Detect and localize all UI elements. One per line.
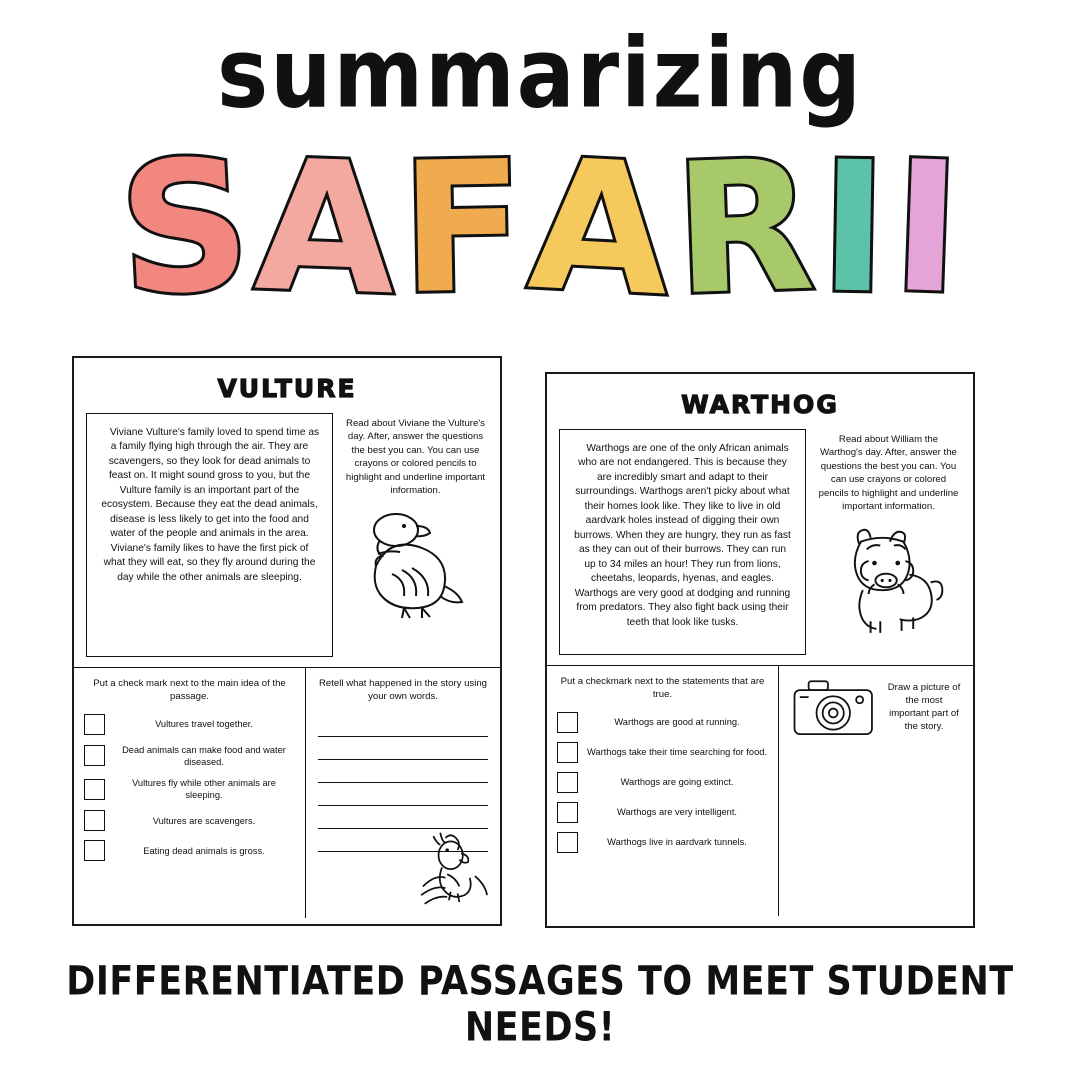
directions-column-warthog (806, 429, 961, 655)
directions-column-vulture (333, 413, 488, 657)
choice-label: Dead animals can make food and water diseased. (122, 744, 286, 767)
worksheet-bottom-vulture (74, 668, 500, 918)
choice-label: Warthogs are going extinct. (620, 777, 734, 788)
vulture-illustration (343, 508, 488, 623)
list-item[interactable] (557, 832, 768, 853)
passage-text-vulture: Viviane Vulture's family loved to spend time as a family flying high through the air. They are scavengers, so they look for dead animals to feast on. It might sound gross to you, but the Vulture family is an important part of the ecosystem. Because they eat the dead animals, disease is less likely to get into the food and water of the people and animals in the area. Viviane's family likes to have the first pick of what they will eat, so they fly around during the day while the other animals are sleeping. (101, 427, 320, 583)
safari-letter-2: A (252, 121, 399, 336)
choice-label: Vultures fly while other animals are sleeping. (132, 778, 276, 801)
worksheet-title-vulture: VULTURE (217, 374, 357, 403)
checkbox[interactable] (84, 810, 105, 831)
retell-panel-vulture (306, 668, 500, 918)
safari-letter-7: I (889, 122, 964, 335)
choice-label: Warthogs take their time searching for food. (587, 747, 767, 758)
worksheet-title-warthog: WARTHOG (681, 390, 839, 419)
checkbox[interactable] (557, 712, 578, 733)
directions-text-warthog: Read about William the Warthog's day. After, answer the questions the best you can. You can use crayons or colored pencils to highlight and underline important information. (818, 434, 959, 513)
safari-letter-3: F (399, 122, 526, 335)
camera-illustration (791, 676, 879, 747)
list-item[interactable] (84, 810, 295, 831)
list-item[interactable] (557, 742, 768, 763)
draw-instruction-warthog: Draw a picture of the most important part of the story. (887, 682, 961, 732)
directions-text-vulture: Read about Viviane the Vulture's day. After, answer the questions the best you can. You can use crayons or colored pencils to highlight and underline important information. (345, 418, 486, 497)
draw-panel-warthog[interactable] (779, 666, 973, 916)
passage-text-warthog: Warthogs are one of the only African animals who are not endangered. This is because they are incredibly smart and adapt to their surroundings. Warthogs aren't picky about what their homes look like. They like to live in old aardvark holes instead of digging their own burrows. When they are hungry, they run as fast as they can out of their burrows. They can run up to 34 miles an hour! They run from lions, cheetahs, leopards, hyenas, and eagles. Warthogs are very good at dodging and running from predators. They also fight back using their teeth that look like tusks. (574, 443, 791, 628)
checklist-panel-warthog (547, 666, 779, 916)
page-title-script: summarizing (217, 18, 863, 131)
footer-tagline: DIFFERENTIATED PASSAGES TO MEET STUDENT NEEDS! (66, 959, 1014, 1051)
list-item[interactable] (557, 802, 768, 823)
worksheet-warthog (545, 372, 975, 928)
warthog-illustration (816, 524, 961, 636)
choice-label: Warthogs live in aardvark tunnels. (607, 837, 747, 848)
retell-instruction-vulture: Retell what happened in the story using your own words. (319, 678, 487, 702)
checkbox[interactable] (84, 714, 105, 735)
writing-line[interactable] (318, 760, 488, 783)
checkbox[interactable] (84, 745, 105, 766)
list-item[interactable] (84, 744, 295, 768)
checkbox[interactable] (557, 802, 578, 823)
checkbox[interactable] (84, 779, 105, 800)
checklist-panel-vulture (74, 668, 306, 918)
choice-label: Warthogs are good at running. (614, 717, 740, 728)
safari-letter-5: R (671, 121, 818, 336)
list-item[interactable] (84, 714, 295, 735)
choice-label: Vultures travel together. (155, 719, 253, 730)
worksheet-top-vulture (74, 409, 500, 667)
safari-letter-1: S (114, 120, 256, 337)
checkbox[interactable] (557, 832, 578, 853)
choice-label: Vultures are scavengers. (152, 815, 256, 826)
writing-line[interactable] (318, 783, 488, 806)
safari-letter-6: I (818, 123, 889, 334)
writing-line[interactable] (318, 714, 488, 737)
list-item[interactable] (557, 712, 768, 733)
parrot-illustration (416, 831, 494, 914)
title-block (0, 18, 1080, 337)
passage-box-vulture (86, 413, 333, 657)
passage-box-warthog (559, 429, 806, 655)
checklist-instruction-warthog: Put a checkmark next to the statements that are true. (560, 676, 765, 700)
checkbox[interactable] (557, 742, 578, 763)
checklist-instruction-vulture: Put a check mark next to the main idea of the passage. (93, 678, 286, 702)
checkbox[interactable] (557, 772, 578, 793)
list-item[interactable] (84, 840, 295, 861)
worksheet-top-warthog (547, 425, 973, 665)
choice-label: Eating dead animals is gross. (143, 845, 265, 856)
choice-label: Warthogs are very intelligent. (616, 807, 738, 818)
worksheet-bottom-warthog (547, 666, 973, 916)
worksheet-vulture (72, 356, 502, 926)
writing-line[interactable] (318, 737, 488, 760)
checkbox[interactable] (84, 840, 105, 861)
list-item[interactable] (557, 772, 768, 793)
safari-letter-4: A (524, 120, 675, 337)
writing-line[interactable] (318, 806, 488, 829)
list-item[interactable] (84, 777, 295, 801)
safari-wordmark (0, 120, 1080, 337)
